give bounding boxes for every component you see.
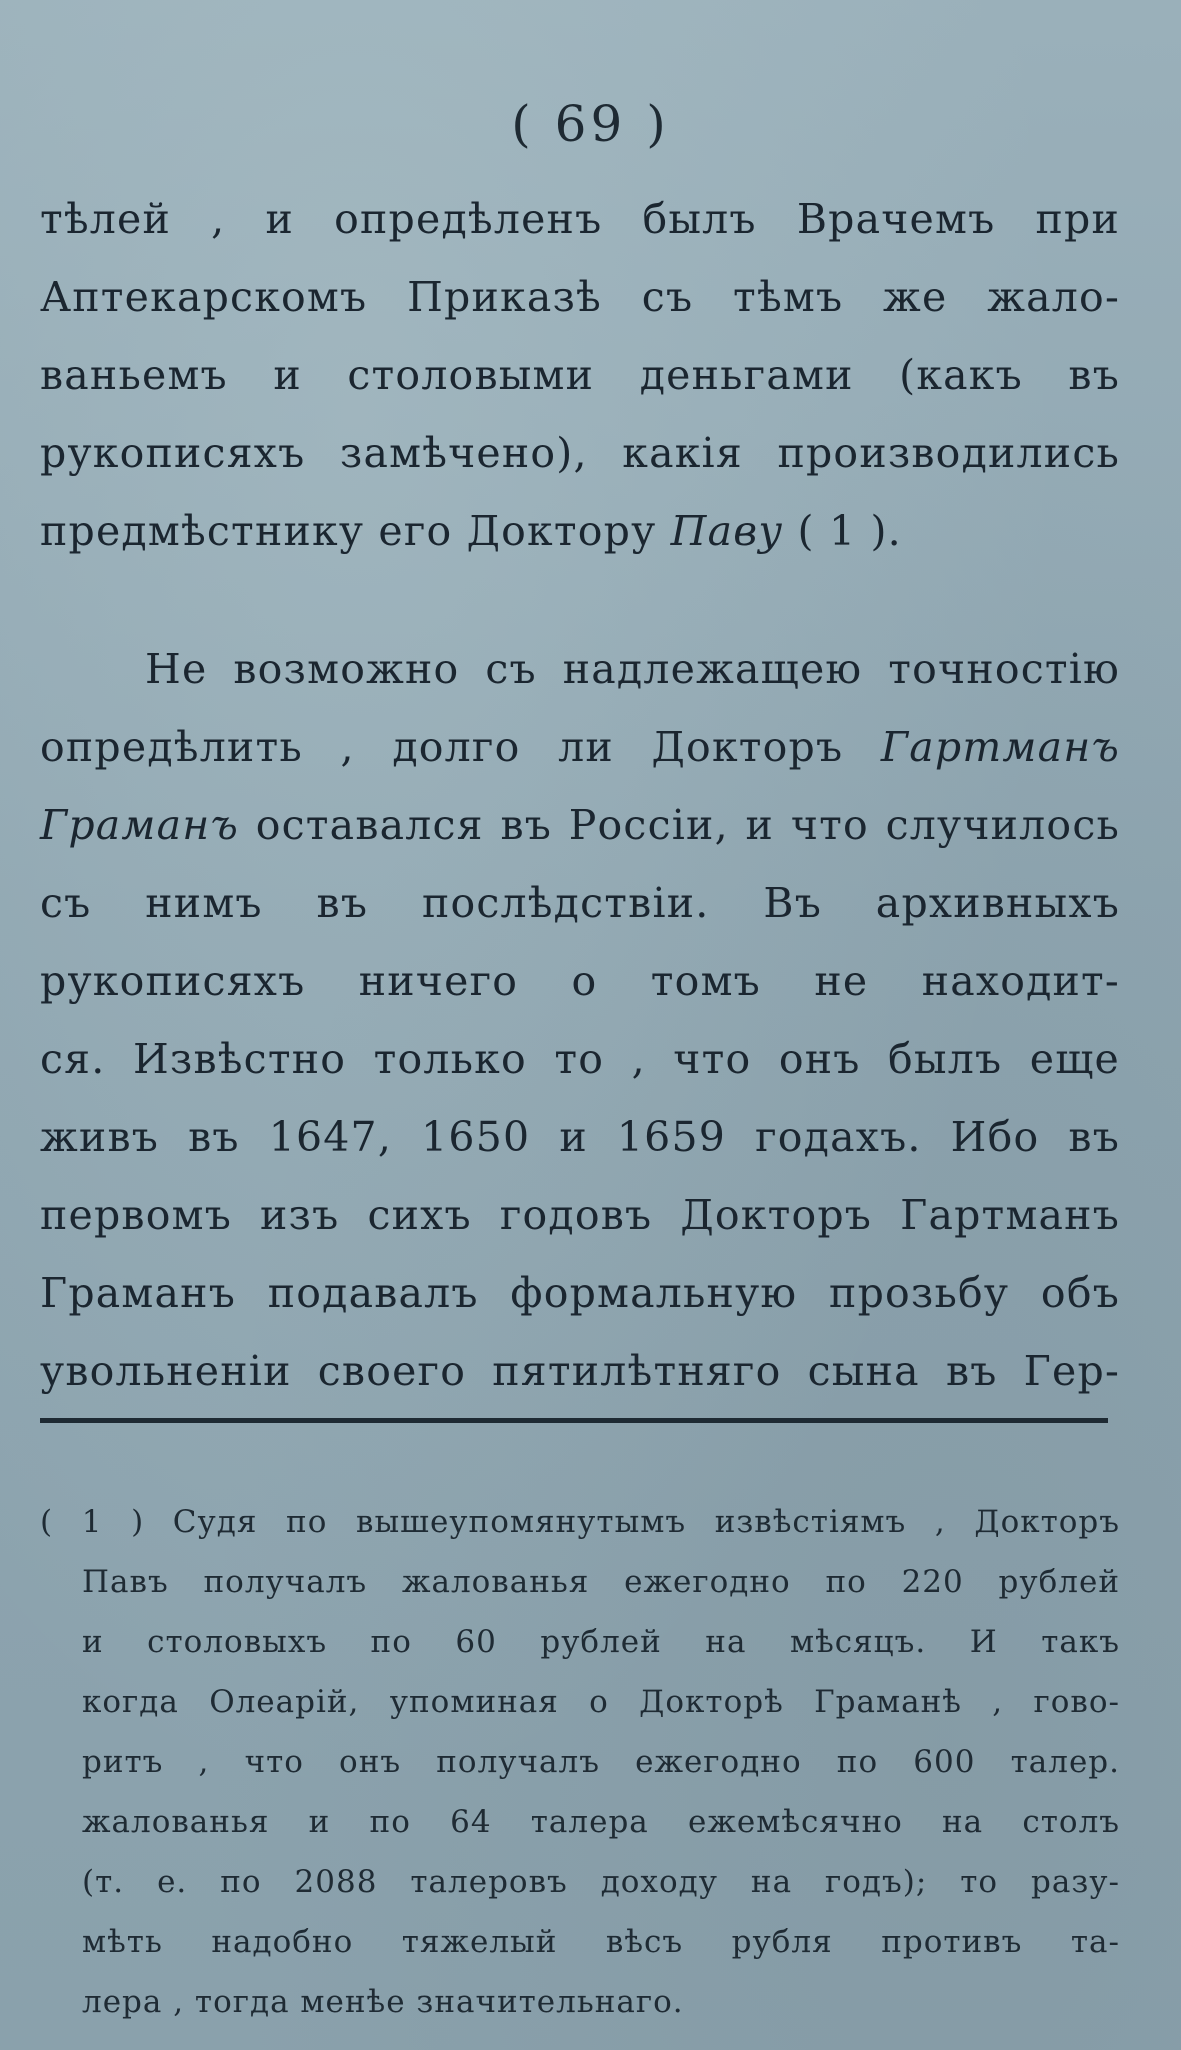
footnote-line: (т. е. по 2088 талеровъ доходу на годъ); то разу-: [82, 1864, 1120, 1900]
italic-name: Паву: [670, 507, 784, 555]
italic-name: Граманъ: [40, 801, 240, 849]
main-text: [40, 180, 1120, 1410]
text-line: живъ въ 1647, 1650 и 1659 годахъ. Ибо въ: [40, 1113, 1120, 1161]
footnote-line: жалованья и по 64 талера ежемѣсячно на столъ: [82, 1804, 1120, 1840]
text-line: ваньемъ и столовыми деньгами (какъ въ: [40, 351, 1120, 399]
paragraph-gap: [40, 570, 1120, 630]
footnote-ref: ( 1 ).: [783, 507, 902, 555]
footnote-line: когда Олеарій, упоминая о Докторѣ Граманѣ , гово-: [82, 1684, 1120, 1720]
text-line: увольненіи своего пятилѣтняго сына въ Гер-: [40, 1347, 1120, 1395]
text-span: оставался въ Россіи, и что случилось: [239, 801, 1120, 849]
text-span: опредѣлить , долго ли Докторъ: [40, 723, 881, 771]
footnote-line: мѣть надобно тяжелый вѣсъ рубля противъ та-: [82, 1924, 1120, 1960]
text-line: [40, 786, 1120, 864]
text-line: тѣлей , и опредѣленъ былъ Врачемъ при: [40, 195, 1120, 243]
text-line: рукописяхъ ничего о томъ не находит-: [40, 957, 1120, 1005]
footnote: [40, 1492, 1120, 2032]
footnote-line: и столовыхъ по 60 рублей на мѣсяцъ. И такъ: [82, 1624, 1120, 1660]
text-span: предмѣстнику его Доктору: [40, 507, 671, 555]
text-line: [40, 708, 1120, 786]
footnote-line: ритъ , что онъ получалъ ежегодно по 600 талер.: [82, 1744, 1120, 1780]
text-line: съ нимъ въ послѣдствіи. Въ архивныхъ: [40, 879, 1120, 927]
text-line: рукописяхъ замѣчено), какія производились: [40, 429, 1120, 477]
text-line: Аптекарскомъ Приказѣ съ тѣмъ же жало-: [40, 273, 1120, 321]
text-line: Не возможно съ надлежащею точностію: [145, 645, 1120, 693]
footnote-line: лера , тогда менѣе значительнаго.: [82, 1984, 684, 2020]
italic-name: Гартманъ: [880, 723, 1120, 771]
footnote-line: Павъ получалъ жалованья ежегодно по 220 рублей: [82, 1564, 1120, 1600]
text-line: первомъ изъ сихъ годовъ Докторъ Гартманъ: [40, 1191, 1120, 1239]
footnote-divider: [40, 1418, 1108, 1423]
footnote-line: ( 1 ) Судя по вышеупомянутымъ извѣстіямъ , Докторъ: [40, 1504, 1120, 1540]
page-number: ( 69 ): [511, 95, 670, 153]
text-line: ся. Извѣстно только то , что онъ былъ еще: [40, 1035, 1120, 1083]
text-line: Граманъ подавалъ формальную прозьбу объ: [40, 1269, 1120, 1317]
text-line: [40, 492, 1120, 570]
